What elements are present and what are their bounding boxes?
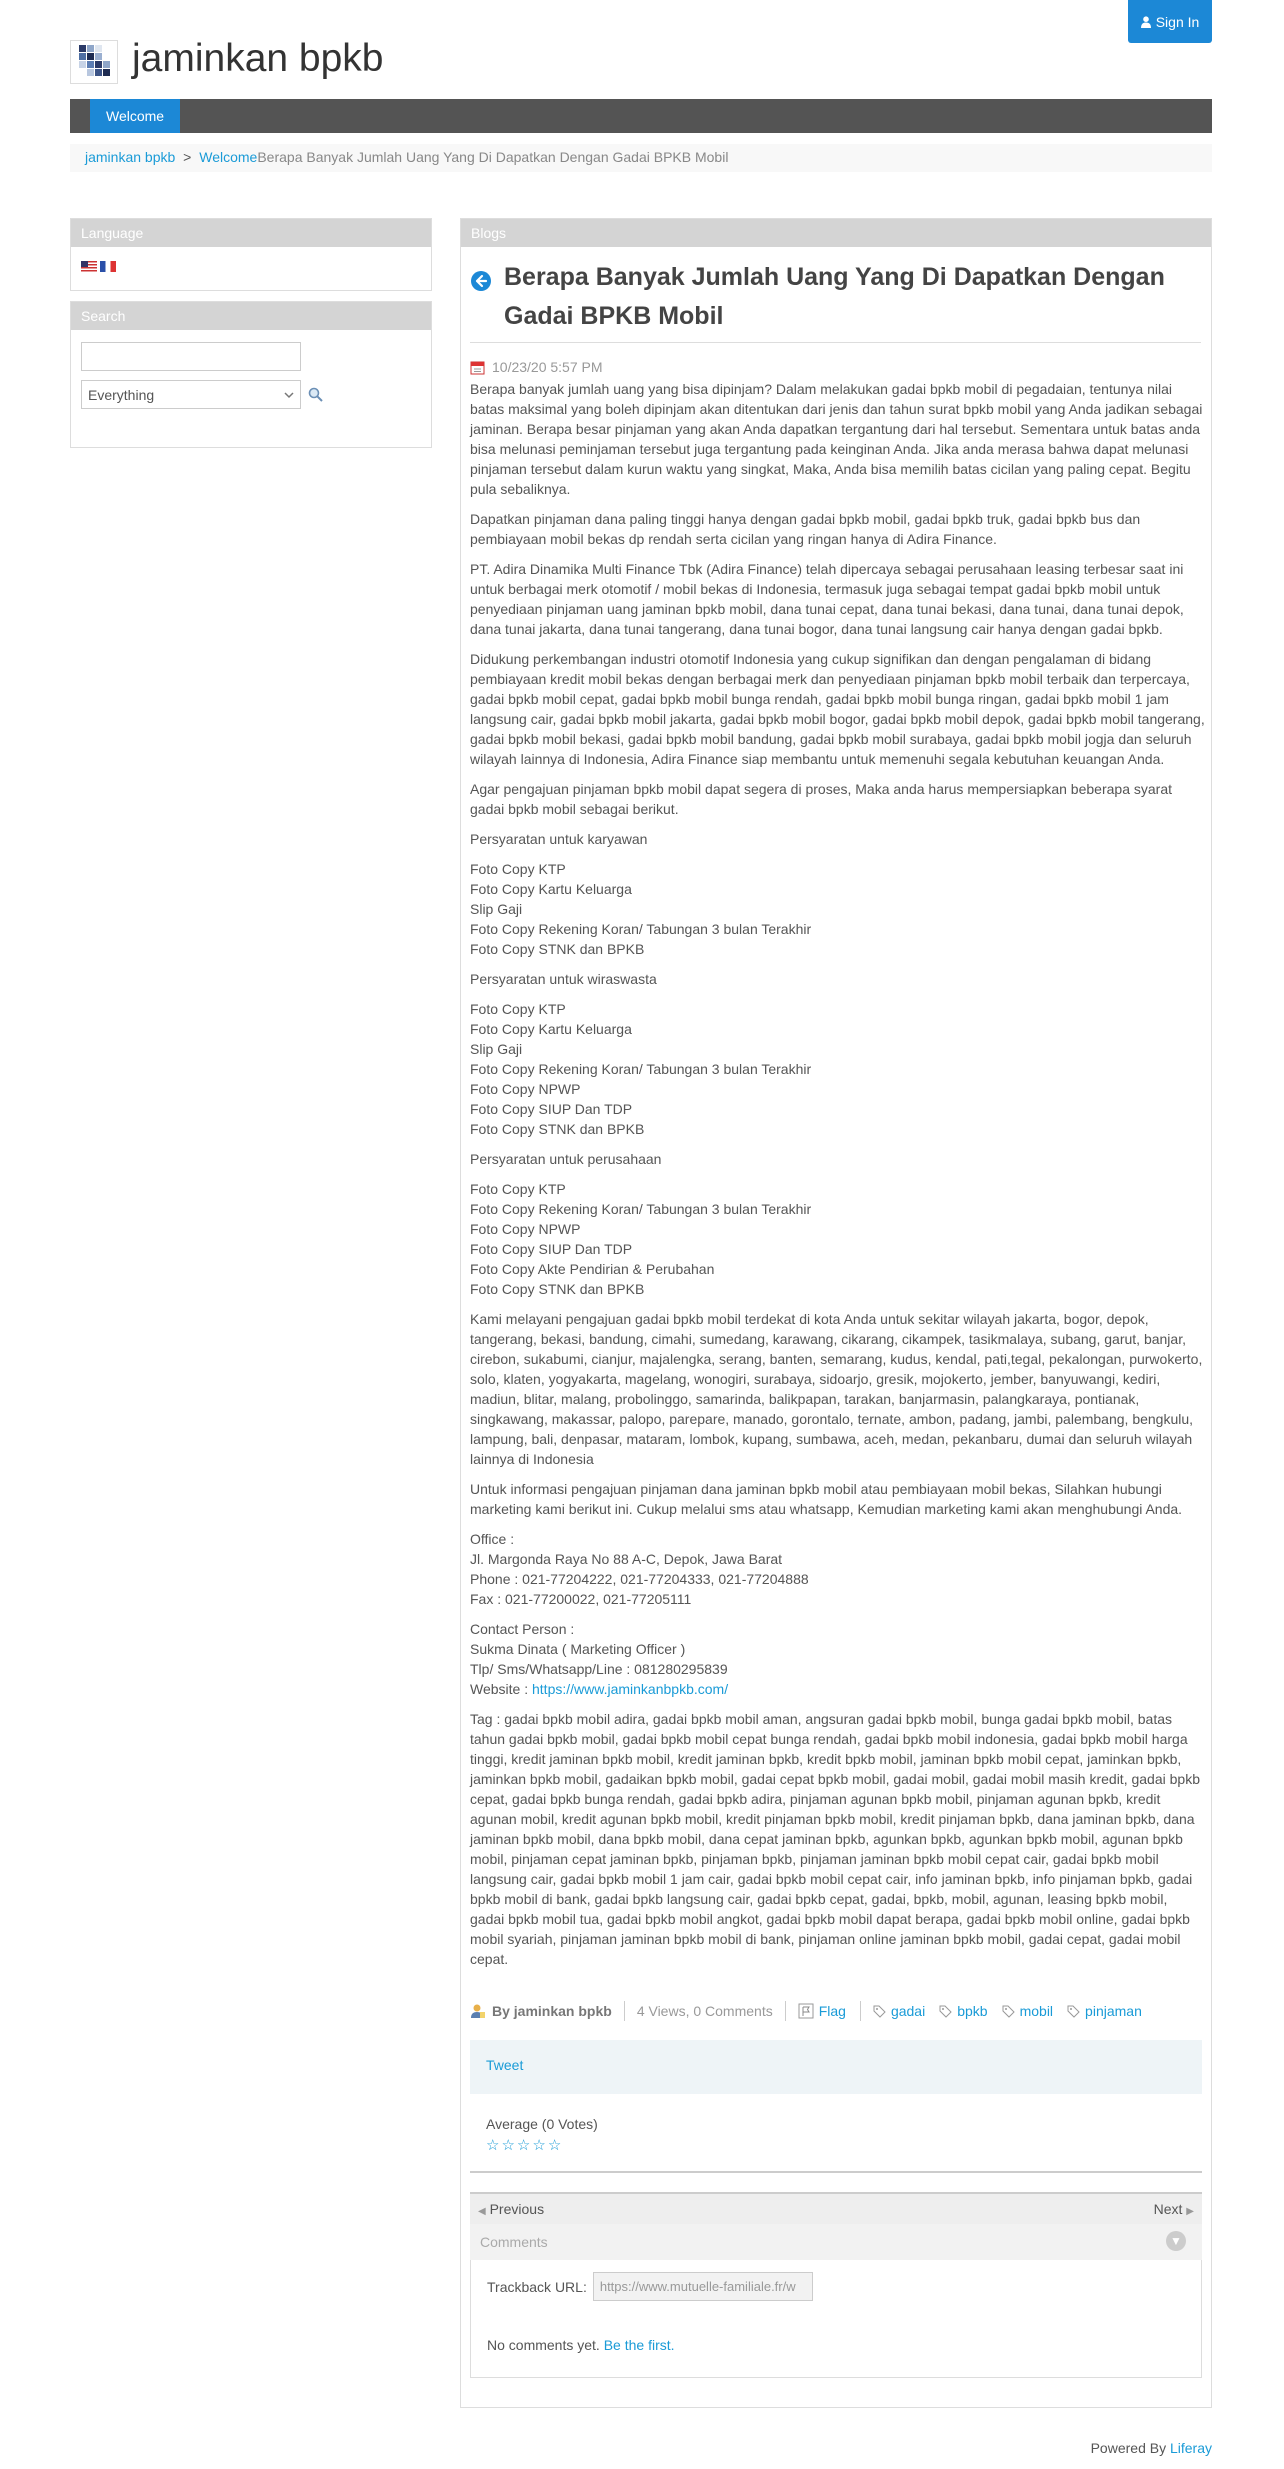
tag-link[interactable] <box>873 2003 925 2019</box>
star-icon[interactable]: ☆ <box>501 2137 515 2154</box>
flag-button[interactable] <box>798 2003 846 2019</box>
be-first-link[interactable]: Be the first. <box>603 2337 675 2353</box>
article-meta <box>470 2000 1156 2022</box>
req-item: Foto Copy Rekening Koran/ Tabungan 3 bulan Terakhir <box>470 1201 812 1217</box>
trackback-row <box>487 2272 813 2301</box>
nav-item-welcome[interactable]: Welcome <box>90 99 180 133</box>
article-body <box>470 379 1205 1979</box>
req-item: Foto Copy STNK dan BPKB <box>470 1281 645 1297</box>
previous-link[interactable] <box>478 2201 544 2217</box>
star-icon[interactable]: ☆ <box>486 2137 500 2154</box>
meta-divider <box>785 2001 786 2021</box>
back-arrow-icon[interactable] <box>470 270 492 292</box>
req-item: Foto Copy STNK dan BPKB <box>470 1121 645 1137</box>
previous-label: Previous <box>489 2201 545 2217</box>
req-item: Foto Copy SIUP Dan TDP <box>470 1101 633 1117</box>
sign-in-button[interactable] <box>1128 0 1212 43</box>
req-item: Foto Copy NPWP <box>470 1221 581 1237</box>
blogs-portlet-title: Blogs <box>461 219 1211 247</box>
service-areas: Kami melayani pengajuan gadai bpkb mobil terdekat di kota Anda untuk sekitar wilayah jakarta, bogor, depok, tangerang, bekasi, bandung, cimahi, sumedang, karawang, cikarang, cikampek, tasikmalaya, subang, garut, banjar, cirebon, sukabumi, cianjur, majalengka, serang, banten, semarang, kudus, kendal, pati,tegal, pekalongan, purwokerto, solo, klaten, yogyakarta, magelang, wonogiri, surabaya, sidoarjo, gresik, mojokerto, jember, banyuwangi, kediri, madiun, blitar, malang, probolinggo, samarinda, balikpapan, tarakan, banjarmasin, palangkaraya, pontianak, singkawang, makassar, palopo, parepare, manado, gorontalo, ternate, ambon, padang, jambi, palembang, bengkulu, lampung, bali, denpasar, mataram, lombok, kupang, sumbawa, aceh, medan, pekanbaru, dumai dan seluruh wilayah lainnya di Indonesia <box>470 1311 1203 1467</box>
footer <box>1091 2440 1212 2456</box>
req-item: Slip Gaji <box>470 901 523 917</box>
language-portlet-title: Language <box>71 219 431 247</box>
office-line: Fax : 021-77200022, 021-77205111 <box>470 1591 692 1607</box>
article-date-row <box>470 359 603 375</box>
req-item: Foto Copy Kartu Keluarga <box>470 881 632 897</box>
language-flags <box>71 247 431 286</box>
tag-link[interactable] <box>1067 2003 1142 2019</box>
office-block <box>470 1529 1205 1609</box>
author-icon <box>470 2003 486 2019</box>
req-item: Foto Copy SIUP Dan TDP <box>470 1241 633 1257</box>
next-link[interactable] <box>1154 2201 1194 2217</box>
tag-icon <box>873 2005 886 2018</box>
tag-link[interactable] <box>1002 2003 1053 2019</box>
breadcrumb-current: Berapa Banyak Jumlah Uang Yang Di Dapatkan Dengan Gadai BPKB Mobil <box>257 149 729 165</box>
req-karyawan-list <box>470 859 1205 959</box>
flag-label: Flag <box>818 2003 846 2019</box>
chevron-down-icon <box>284 391 294 399</box>
website-label: Website : <box>470 1681 532 1697</box>
article-tags-text: Tag : gadai bpkb mobil adira, gadai bpkb mobil aman, angsuran gadai bpkb mobil, bunga gadai bpkb mobil, batas tahun gadai bpkb mobil, gadai bpkb mobil cepat bunga rendah, gadai bpkb mobil indonesia, gadai bpkb mobil harga tinggi, kredit jaminan bpkb mobil, kredit jaminan bpkb, kredit bpkb mobil, jaminan bpkb mobil cepat, jaminkan bpkb, jaminkan bpkb mobil, gadaikan bpkb mobil, gadai cepat bpkb mobil, gadai mobil, gadai mobil masih kredit, gadai bpkb cepat, gadai bpkb bunga rendah, gadai bpkb adira, pinjaman agunan bpkb mobil, pinjaman agunan bpkb, kredit agunan mobil, kredit agunan bpkb mobil, kredit pinjaman bpkb mobil, kredit pinjaman bpkb, dana jaminan bpkb, dana jaminan bpkb mobil, dana bpkb mobil, dana cepat jaminan bpkb, agunkan bpkb, agunkan bpkb mobil, agunan bpkb mobil, pinjaman cepat jaminan bpkb, pinjaman bpkb, pinjaman jaminan bpkb mobil cepat cair, gadai bpkb mobil langsung cair, gadai bpkb mobil 1 jam cair, gadai bpkb mobil cepat cair, info jaminan bpkb, info pinjaman bpkb, gadai bpkb mobil di bank, gadai bpkb langsung cair, gadai bpkb cepat, gadai, bpkb, mobil, agunan, leasing bpkb mobil, gadai bpkb mobil tua, gadai bpkb mobil angkot, gadai bpkb mobil dapat berapa, gadai bpkb mobil online, gadai bpkb mobil syariah, pinjaman jaminan bpkb mobil di bank, pinjaman online jaminan bpkb mobil, gadai cepat, gadai mobil cepat. <box>470 1711 1200 1967</box>
view-count: 4 Views, 0 Comments <box>636 2003 773 2019</box>
article-date: 10/23/20 5:57 PM <box>492 359 603 375</box>
req-item: Foto Copy Kartu Keluarga <box>470 1021 632 1037</box>
article-paragraph: PT. Adira Dinamika Multi Finance Tbk (Adira Finance) telah dipercaya sebagai perusahaan leasing terbesar saat ini untuk berbagai merk otomotif / mobil bekas di Indonesia, termasuk juga sebagai tempat gadai bpkb mobil untuk penyediaan pinjaman uang jaminan bpkb mobil, dana tunai cepat, dana tunai bekasi, dana tunai, dana tunai depok, dana tunai jakarta, dana tunai tangerang, dana tunai bogor, dana tunai langsung cair hanya dengan gadai bpkb. <box>470 561 1184 637</box>
star-icon[interactable]: ☆ <box>532 2137 546 2154</box>
sign-in-label: Sign In <box>1155 13 1200 30</box>
req-item: Slip Gaji <box>470 1041 523 1057</box>
site-title: jaminkan bpkb <box>132 37 384 80</box>
req-item: Foto Copy NPWP <box>470 1081 581 1097</box>
office-line: Office : <box>470 1531 515 1547</box>
entry-pager <box>470 2192 1202 2224</box>
search-input[interactable] <box>81 342 301 371</box>
search-portlet-title: Search <box>71 302 431 330</box>
article-paragraph: Agar pengajuan pinjaman bpkb mobil dapat segera di proses, Maka anda harus mempersiapkan beberapa syarat gadai bpkb mobil sebagai berikut. <box>470 781 1172 817</box>
tag-link[interactable] <box>939 2003 987 2019</box>
tag-icon <box>939 2005 952 2018</box>
req-item: Foto Copy Rekening Koran/ Tabungan 3 bulan Terakhir <box>470 921 812 937</box>
req-karyawan-title: Persyaratan untuk karyawan <box>470 831 648 847</box>
req-item: Foto Copy KTP <box>470 861 566 877</box>
flag-icon <box>798 2003 814 2019</box>
flag-fr-icon[interactable] <box>100 261 116 272</box>
meta-divider <box>624 2001 625 2021</box>
req-item: Foto Copy KTP <box>470 1181 566 1197</box>
tag-label: mobil <box>1019 2003 1054 2019</box>
breadcrumb-separator: > <box>183 149 192 165</box>
article-paragraph: Berapa banyak jumlah uang yang bisa dipinjam? Dalam melakukan gadai bpkb mobil di pegadaian, tentunya nilai batas maksimal yang boleh dipinjam akan ditentukan dari jenis dan tahun surat bpkb mobil yang Anda jadikan sebagai jaminan. Berapa besar pinjaman yang akan Anda dapatkan tergantung dari hal tersebut. Sementara untuk batas anda bisa melunasi peminjaman tersebut juga tergantung pada keinginan Anda. Jika anda merasa bahwa dapat melunasi pinjaman tersebut dalam kurun waktu yang singkat, Maka, Anda bisa memilih batas cicilan yang paling cepat. Begitu pula sebaliknya. <box>470 381 1203 497</box>
no-comments-text: No comments yet. <box>487 2337 600 2353</box>
trackback-label: Trackback URL: <box>487 2278 587 2295</box>
next-label: Next <box>1153 2201 1183 2217</box>
author-link[interactable]: By jaminkan bpkb <box>492 2003 612 2019</box>
search-scope-value: Everything <box>88 386 155 403</box>
breadcrumb <box>70 144 1212 172</box>
rating-stars <box>486 2136 561 2154</box>
powered-by-text: Powered By <box>1090 2440 1167 2456</box>
star-icon[interactable]: ☆ <box>516 2137 531 2154</box>
req-item: Foto Copy KTP <box>470 1001 566 1017</box>
comments-panel <box>470 2260 1202 2378</box>
tag-label: pinjaman <box>1085 2003 1142 2019</box>
req-perusahaan-list <box>470 1179 1205 1299</box>
social-share-box <box>470 2040 1202 2094</box>
req-wiraswasta-list <box>470 999 1205 1139</box>
trackback-url-field[interactable]: https://www.mutuelle-familiale.fr/w <box>593 2272 813 2301</box>
tag-label: gadai <box>890 2003 926 2019</box>
req-wiraswasta-title: Persyaratan untuk wiraswasta <box>470 971 657 987</box>
meta-divider <box>860 2001 861 2021</box>
breadcrumb-home-link[interactable]: jaminkan bpkb <box>85 149 176 165</box>
contact-line: Tlp/ Sms/Whatsapp/Line : 081280295839 <box>470 1661 728 1677</box>
comments-header[interactable] <box>470 2224 1202 2260</box>
tag-icon <box>1067 2005 1080 2018</box>
tag-label: bpkb <box>957 2003 988 2019</box>
search-icon[interactable] <box>307 386 325 404</box>
rating-average: Average (0 Votes) <box>486 2116 598 2132</box>
flag-us-icon[interactable] <box>81 261 97 272</box>
office-line: Jl. Margonda Raya No 88 A-C, Depok, Jawa Barat <box>470 1551 783 1567</box>
calendar-icon <box>470 360 485 375</box>
search-portlet <box>70 301 432 448</box>
user-icon <box>1141 16 1151 28</box>
site-logo[interactable] <box>70 40 118 84</box>
breadcrumb-welcome-link[interactable]: Welcome <box>199 149 258 165</box>
no-comments-message <box>487 2337 675 2353</box>
contact-line: Contact Person : <box>470 1621 575 1637</box>
req-item: Foto Copy STNK dan BPKB <box>470 941 645 957</box>
chevron-right-icon: ▶ <box>1186 2206 1194 2217</box>
article-title: Berapa Banyak Jumlah Uang Yang Di Dapatkan Dengan Gadai BPKB Mobil <box>504 263 1165 330</box>
article-paragraph: Dapatkan pinjaman dana paling tinggi hanya dengan gadai bpkb mobil, gadai bpkb truk, gadai bpkb bus dan pembiayaan mobil bekas dp rendah serta cicilan yang ringan hanya di Adira Finance. <box>470 511 1141 547</box>
logo-icon <box>71 41 117 83</box>
tweet-button[interactable]: Tweet <box>486 2057 524 2073</box>
contact-block <box>470 1619 1205 1699</box>
liferay-link[interactable]: Liferay <box>1169 2440 1212 2456</box>
tag-icon <box>1002 2005 1015 2018</box>
chevron-left-icon: ◀ <box>478 2206 486 2217</box>
req-perusahaan-title: Persyaratan untuk perusahaan <box>470 1151 662 1167</box>
article-paragraph: Didukung perkembangan industri otomotif Indonesia yang cukup signifikan dan dengan pengalaman di bidang pembiayaan kredit mobil bekas dengan berbagai merk dan penyediaan pinjaman bpkb mobil terbaik dan terpercaya, gadai bpkb mobil cepat, gadai bpkb mobil bunga rendah, gadai bpkb mobil bunga ringan, gadai bpkb mobil 1 jam langsung cair, gadai bpkb mobil jakarta, gadai bpkb mobil bogor, gadai bpkb mobil depok, gadai bpkb mobil tangerang, gadai bpkb mobil bekasi, gadai bpkb mobil bandung, gadai bpkb mobil surabaya, gadai bpkb mobil jogja dan seluruh wilayah lainnya di Indonesia, Adira Finance siap membantu untuk memenuhi segala kebutuhan keuangan Anda. <box>470 651 1205 767</box>
title-divider <box>470 342 1201 343</box>
main-navigation <box>70 99 1212 133</box>
req-item: Foto Copy Rekening Koran/ Tabungan 3 bulan Terakhir <box>470 1061 812 1077</box>
comments-title: Comments <box>480 2234 548 2250</box>
rating-divider <box>470 2171 1202 2173</box>
website-link[interactable]: https://www.jaminkanbpkb.com/ <box>532 1681 729 1697</box>
language-portlet <box>70 218 432 291</box>
office-line: Phone : 021-77204222, 021-77204333, 021-77204888 <box>470 1571 809 1587</box>
req-item: Foto Copy Akte Pendirian & Perubahan <box>470 1261 715 1277</box>
contact-line: Sukma Dinata ( Marketing Officer ) <box>470 1641 686 1657</box>
search-scope-select[interactable] <box>81 380 301 409</box>
contact-info-intro: Untuk informasi pengajuan pinjaman dana jaminan bpkb mobil atau pembiayaan mobil bekas, Silahkan hubungi marketing kami berikut ini. Cukup melalui sms atau whatsapp, Kemudian marketing kami akan menghubungi Anda. <box>470 1481 1183 1517</box>
star-icon[interactable]: ☆ <box>547 2137 562 2154</box>
chevron-down-icon[interactable]: ▼ <box>1166 2231 1186 2251</box>
